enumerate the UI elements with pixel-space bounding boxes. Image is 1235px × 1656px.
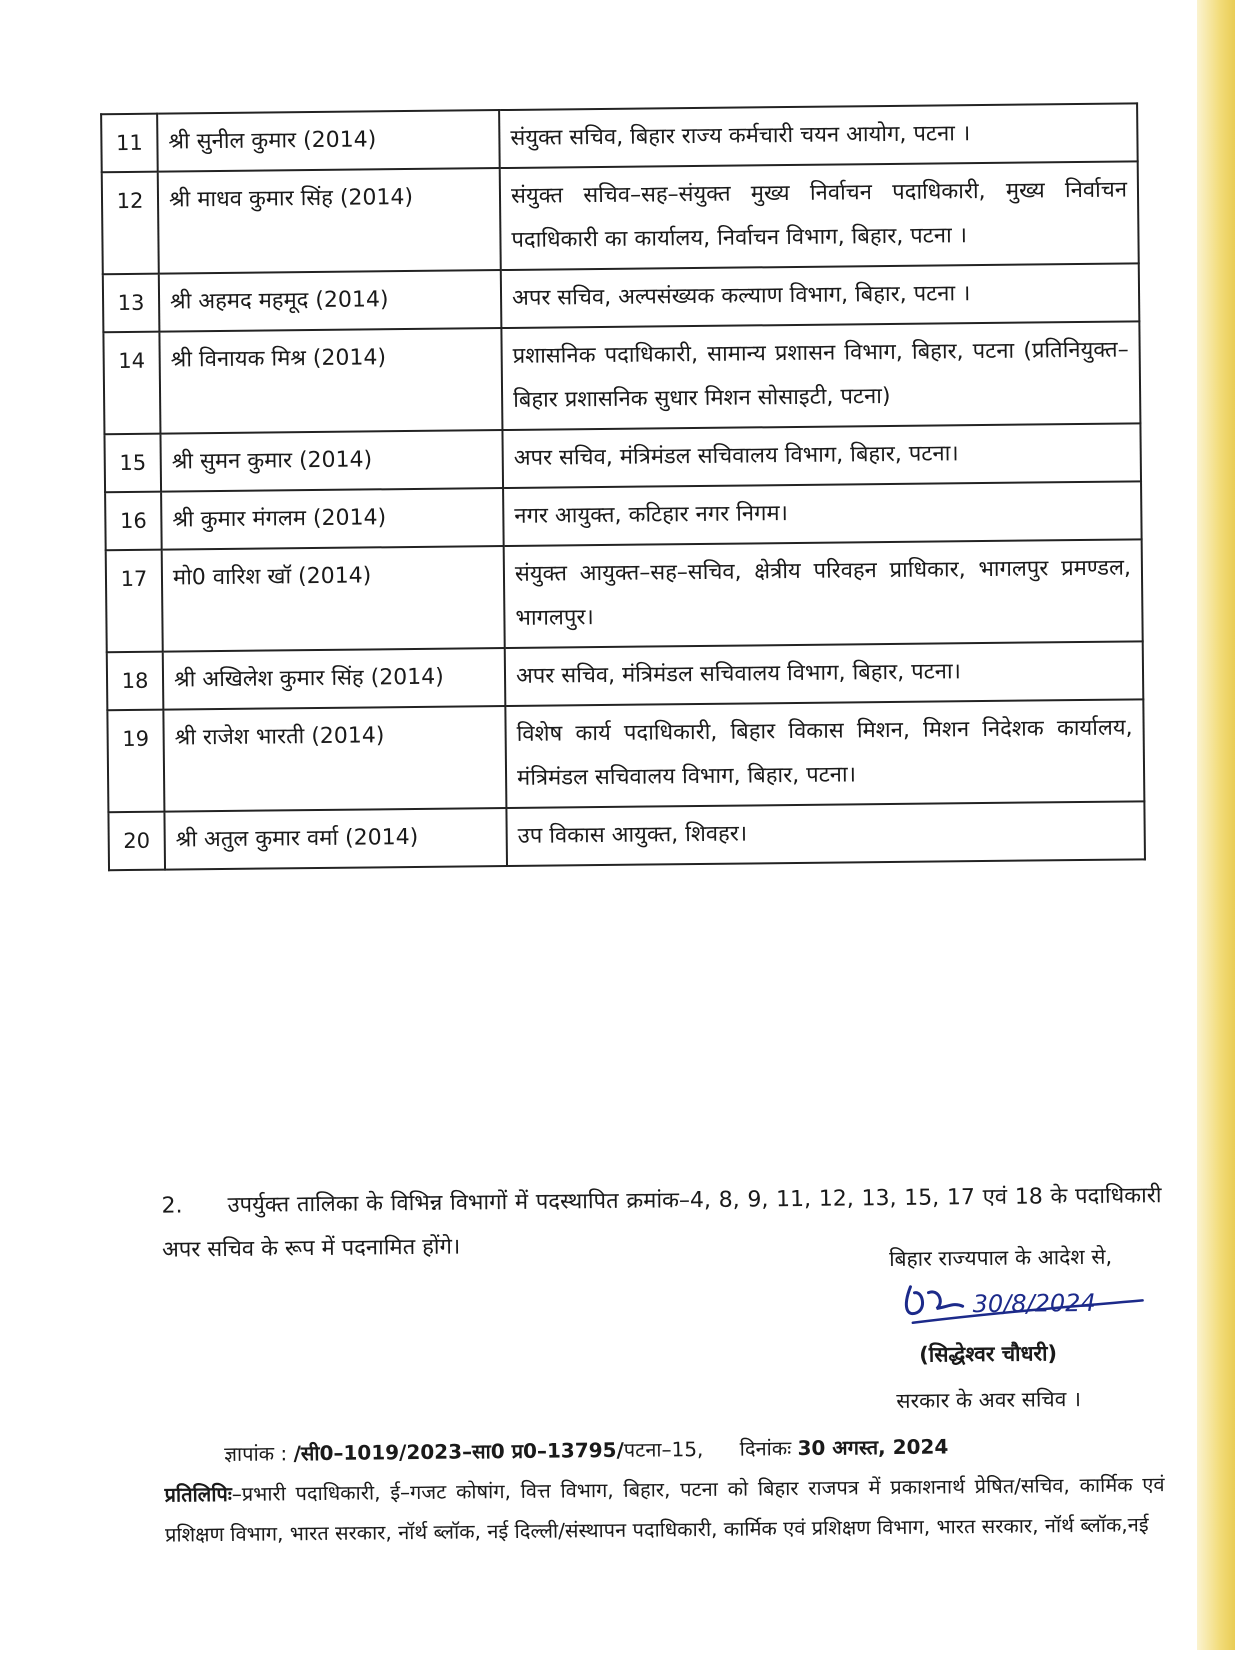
- table-row: [107, 641, 1144, 710]
- table-row: [104, 423, 1141, 492]
- table-row: [101, 103, 1138, 172]
- officer-name-cell: मो0 वारिश खॉ (2014): [162, 546, 505, 652]
- serial-number-cell: 13: [103, 274, 160, 333]
- signatory-designation: सरकार के अवर सचिव ।: [896, 1387, 1082, 1413]
- posting-cell: अपर सचिव, मंत्रिमंडल सचिवालय विभाग, बिहार, पटना।: [505, 641, 1144, 706]
- serial-number-cell: 18: [107, 652, 164, 711]
- serial-number-cell: 20: [108, 812, 165, 871]
- posting-cell: उप विकास आयुक्त, शिवहर।: [506, 801, 1145, 866]
- posting-table: [100, 102, 1146, 871]
- officer-name-cell: श्री सुमन कुमार (2014): [160, 430, 503, 492]
- posting-cell: संयुक्त सचिव–सह–संयुक्त मुख्य निर्वाचन पदाधिकारी, मुख्य निर्वाचन पदाधिकारी का कार्यालय, निर्वाचन विभाग, बिहार, पटना ।: [500, 161, 1139, 270]
- officer-name-cell: श्री अहमद महमूद (2014): [159, 270, 502, 332]
- posting-cell: संयुक्त सचिव, बिहार राज्य कर्मचारी चयन आयोग, पटना ।: [499, 103, 1138, 168]
- serial-number-cell: 16: [105, 492, 162, 551]
- memo-date-label: दिनांकः: [739, 1436, 792, 1461]
- signature: [822, 1270, 1153, 1337]
- posting-cell: विशेष कार्य पदाधिकारी, बिहार विकास मिशन, मिशन निदेशक कार्यालय, मंत्रिमंडल सचिवालय विभाग, बिहार, पटना।: [505, 699, 1144, 808]
- serial-number-cell: 14: [103, 332, 160, 435]
- officer-name-cell: श्री अतुल कुमार वर्मा (2014): [164, 808, 507, 870]
- table-row: [103, 263, 1140, 332]
- officer-name-cell: श्री राजेश भारती (2014): [163, 706, 506, 812]
- signatory-name: (सिद्धेश्वर चौधरी): [919, 1341, 1058, 1367]
- copy-to-paragraph: [164, 1464, 1165, 1554]
- serial-number-cell: 19: [107, 710, 164, 813]
- memo-date-value: 30 अगस्त, 2024: [797, 1434, 949, 1461]
- signature-scribble-icon: [892, 1270, 1153, 1337]
- serial-number-cell: 12: [102, 172, 159, 275]
- posting-cell: नगर आयुक्त, कटिहार नगर निगम।: [503, 481, 1142, 546]
- officer-name-cell: श्री अखिलेश कुमार सिंह (2014): [163, 648, 506, 710]
- table-row: [106, 539, 1143, 652]
- serial-number-cell: 17: [106, 550, 163, 653]
- posting-cell: प्रशासनिक पदाधिकारी, सामान्य प्रशासन विभाग, बिहार, पटना (प्रतिनियुक्त– बिहार प्रशासनिक सुधार मिशन सोसाइटी, पटना): [501, 321, 1140, 430]
- paragraph-text: उपर्युक्त तालिका के विभिन्न विभागों में पदस्थापित क्रमांक–4, 8, 9, 11, 12, 13, 15, 17 एवं 18 के पदाधिकारी अपर सचिव के रूप में पदनामित होंगे।: [161, 1183, 1162, 1263]
- officer-name-cell: श्री सुनील कुमार (2014): [157, 110, 500, 172]
- memo-ref-number: /सी0–1019/2023–सा0 प्र0–13795/: [293, 1437, 624, 1466]
- memo-ref-label: ज्ञापांक :: [224, 1441, 288, 1467]
- table-row: [103, 321, 1140, 434]
- table-row: [105, 481, 1142, 550]
- paragraph-number: 2.: [161, 1193, 183, 1219]
- copy-label: प्रतिलिपिः: [164, 1481, 232, 1507]
- by-order-line: बिहार राज्यपाल के आदेश से,: [888, 1244, 1113, 1272]
- signature-date: 30/8/2024: [972, 1288, 1096, 1319]
- officer-name-cell: श्री माधव कुमार सिंह (2014): [158, 168, 501, 274]
- order-block: [822, 1242, 1154, 1415]
- table-row: [108, 801, 1145, 870]
- table-row: [107, 699, 1144, 812]
- serial-number-cell: 15: [104, 434, 161, 493]
- officer-name-cell: श्री कुमार मंगलम (2014): [161, 488, 504, 550]
- copy-text: –प्रभारी पदाधिकारी, ई–गजट कोषांग, वित्त विभाग, बिहार, पटना को बिहार राजपत्र में प्रकाशनार्थ प्रेषित/सचिव, कार्मिक एवं प्रशिक्षण विभाग, भारत सरकार, नॉर्थ ब्लॉक, नई दिल्ली/संस्थापन पदाधिकारी, कार्मिक एवं प्रशिक्षण विभाग, भारत सरकार, नॉर्थ ब्लॉक,नई: [164, 1472, 1165, 1547]
- memo-ref-place: पटना–15,: [623, 1436, 704, 1462]
- posting-cell: संयुक्त आयुक्त–सह–सचिव, क्षेत्रीय परिवहन प्राधिकार, भागलपुर प्रमण्डल, भागलपुर।: [504, 539, 1143, 648]
- posting-table-body: [101, 103, 1145, 870]
- table-row: [102, 161, 1139, 274]
- posting-cell: अपर सचिव, अल्पसंख्यक कल्याण विभाग, बिहार, पटना ।: [501, 263, 1140, 328]
- officer-name-cell: श्री विनायक मिश्र (2014): [159, 328, 502, 434]
- memo-block: [164, 1424, 1165, 1554]
- serial-number-cell: 11: [101, 114, 158, 173]
- posting-cell: अपर सचिव, मंत्रिमंडल सचिवालय विभाग, बिहार, पटना।: [502, 423, 1141, 488]
